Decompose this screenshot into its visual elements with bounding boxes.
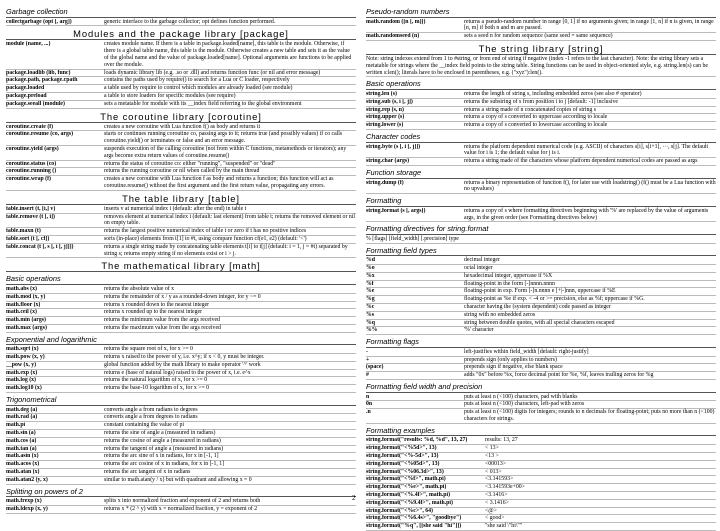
reference-row xyxy=(6,168,356,176)
row-term: coroutine.wrap (f) xyxy=(6,176,51,183)
left-column xyxy=(6,5,356,514)
math-exp-rows xyxy=(6,346,356,393)
row-description: creates a new coroutine with Lua function f as body and returns a function; this function will act as coroutine.resume() without the first argument and the first return value, propagating any errors. xyxy=(104,176,334,189)
row-term: string.char (args) xyxy=(366,158,410,165)
format-flags-heading: Formatting flags xyxy=(366,338,716,348)
row-term: string.rep (s, n) xyxy=(366,106,404,113)
function-storage-heading: Function storage xyxy=(366,169,716,179)
row-term: math.ldexp (x, y) xyxy=(6,506,48,513)
row-description: puts at least n (<100) digits for integers; rounds to n decimals for floating-point; puts no more than n (<100) characters for strings. xyxy=(464,409,715,423)
row-term: coroutine.running () xyxy=(6,168,57,175)
row-term: string.format("<%06.3d>", 13) xyxy=(366,468,444,475)
reference-row xyxy=(366,158,716,166)
row-description: creates module name. If there is a table in package.loaded[name], this table is the module. Otherwise, if there is a global table name, this table is the module. Otherwise creates a new table and sets it as the value of the global name and the value of package.loaded[name]. Optional arguments are functions to be applied over the module. xyxy=(104,41,352,68)
row-description: returns the remainder of x / y as a rounded-down integer, for y ~= 0 xyxy=(104,293,261,300)
reference-row xyxy=(6,286,356,294)
row-term: coroutine.resume (co, args) xyxy=(6,131,74,138)
row-description: returns the arc tangent of x in radians xyxy=(104,469,191,476)
row-term: string.format("results: %d, %d", 13, 27) xyxy=(366,437,468,444)
row-description: < 3.1416> xyxy=(485,499,509,506)
math-exp-heading: Exponential and logarithmic xyxy=(6,336,356,346)
row-term: math.sin (a) xyxy=(6,430,36,437)
row-description: returns x * (2 ^ y) with x = normalized fraction, y = exponent of 2 xyxy=(104,506,258,513)
row-term: %e xyxy=(366,288,375,295)
field-types-rows xyxy=(366,257,716,335)
row-description: "she said \"hi\"" xyxy=(485,523,523,530)
row-term: string.format("<%05d>", 13) xyxy=(366,460,440,467)
math-trig-heading: Trigonometrical xyxy=(6,396,356,406)
row-description: < 13> xyxy=(485,445,499,452)
row-term: string.format("<%e>", math.pi) xyxy=(366,484,447,491)
row-term: package.loadlib (lib, func) xyxy=(6,69,71,76)
row-term: (space) xyxy=(366,364,384,371)
row-description: returns x rounded up to the nearest integer xyxy=(104,309,203,316)
row-description: returns the sine of angle a (measured in radians) xyxy=(104,430,216,437)
reference-row xyxy=(366,492,716,500)
row-description: returns the length of string s, including embedded zeros (see also # operator) xyxy=(464,90,642,97)
row-term: math.mod (x, y) xyxy=(6,293,46,300)
row-term: string.format("<%c>", 64) xyxy=(366,507,433,514)
row-description: puts at least n (<100) characters, left-pad with zeros xyxy=(464,401,585,408)
row-term: math.abs (x) xyxy=(6,285,37,292)
row-description: returns a string made of n concatenated copies of string s xyxy=(464,106,596,113)
random-heading: Pseudo-random numbers xyxy=(366,8,716,18)
reference-row xyxy=(366,515,716,523)
row-description: floating-point as %e if exp. < -4 or >= precision, else as %f; uppercase if %G. xyxy=(464,296,645,303)
row-term: %c xyxy=(366,304,375,311)
row-description: returns the tangent of angle a (measured in radians) xyxy=(104,445,224,452)
reference-row xyxy=(366,114,716,122)
row-term: table.maxn (t) xyxy=(6,228,41,235)
row-term: string.format("<%f>", math.pi) xyxy=(366,476,446,483)
format-directives-line: % [flags] [field_width] [.precision] type xyxy=(366,236,716,244)
row-description: returns x rounded down to the nearest integer xyxy=(104,301,210,308)
math-library-heading: The mathematical library [math] xyxy=(6,260,356,272)
row-description: returns a copy of s converted to lowercase according to locale xyxy=(464,122,608,129)
row-description: returns the arc cosine of x in radians, for x in [-1, 1] xyxy=(104,461,225,468)
package-library-heading: Modules and the package library [package] xyxy=(6,28,356,40)
row-description: puts at least n (<100) characters, pad with blanks xyxy=(464,393,578,400)
right-column xyxy=(366,5,716,531)
reference-row xyxy=(366,327,716,335)
reference-row xyxy=(366,508,716,516)
row-term: string.sub (s, i [, j]) xyxy=(366,98,413,105)
row-description: floating-point in the form [-]nnnn.nnnn xyxy=(464,280,555,287)
reference-row xyxy=(6,228,356,236)
row-term: math.deg (a) xyxy=(6,406,38,413)
row-term: math.exp (x) xyxy=(6,369,38,376)
reference-row xyxy=(6,85,356,93)
reference-row xyxy=(366,144,716,159)
row-term: string.format("<%.4f>", math.pi) xyxy=(366,492,451,498)
row-description: returns a string made of the characters whose platform dependent numerical codes are passed as args xyxy=(464,158,698,165)
row-description: returns the natural logarithm of x, for x >= 0 xyxy=(104,377,208,384)
row-term: string.format("<%-5d>", 13) xyxy=(366,453,439,460)
row-description: returns the substring of s from position i to j [default: -1] inclusive xyxy=(464,98,618,105)
row-term: package.path, package.cpath xyxy=(6,77,78,84)
row-description: returns the maximum value from the args received xyxy=(104,324,221,331)
string-library-note: Note: string indexes extend from 1 to #string, or from end of string if negative (index -1 refers to the last character). Note: the string library sets a metatable for strings where the __index field points to the string table. String functions can be used in object-oriented style, e.g. string.len(s) can be written s:len(); literals have to be enclosed in parentheses, e.g. ("xyz"):len(). xyxy=(366,56,716,77)
reference-row xyxy=(6,346,356,354)
row-description: converts angle a from radians to degrees xyxy=(104,406,198,413)
format-directives-heading: Formatting directives for string.format xyxy=(366,225,716,235)
row-term: collectgarbage (opt [, arg]) xyxy=(6,18,72,25)
reference-row xyxy=(6,244,356,259)
row-term: math.log (x) xyxy=(6,377,36,384)
reference-row xyxy=(6,385,356,393)
row-term: string.format("<%9.4f>", math.pi) xyxy=(366,499,453,506)
row-description: <00013> xyxy=(485,460,507,467)
row-term: math.atan2 (y, x) xyxy=(6,476,48,483)
row-term: string.dump (f) xyxy=(366,179,404,186)
row-description: <3.1416> xyxy=(485,492,508,498)
row-description: prepends sign if negative, else blank space xyxy=(464,364,563,371)
string-basic-heading: Basic operations xyxy=(366,80,716,90)
row-term: math.min (args) xyxy=(6,317,46,324)
row-description: floating-point in exp. Form [-]n.nnnn e [+|-]nnn, uppercase if %E xyxy=(464,288,616,295)
row-description: returns a binary representation of function f(), for later use with loadstring() (f() must be a Lua function with no upvalues) xyxy=(464,179,716,193)
char-codes-rows xyxy=(366,144,716,166)
format-flags-rows xyxy=(366,349,716,380)
row-term: string.lower (s) xyxy=(366,122,404,129)
row-term: %% xyxy=(366,327,378,334)
row-term: n xyxy=(366,393,370,400)
reference-row xyxy=(366,304,716,312)
row-term: math.rad (a) xyxy=(6,414,38,421)
row-description: splits x into normalized fraction and exponent of 2 and returns both xyxy=(104,498,261,505)
reference-row xyxy=(366,99,716,107)
row-term: math.tan (a) xyxy=(6,445,37,452)
row-term: __pow (x, y) xyxy=(6,361,37,368)
reference-row xyxy=(366,500,716,508)
row-term: math.pow (x, y) xyxy=(6,354,45,361)
string-basic-rows xyxy=(366,91,716,130)
row-term: %q xyxy=(366,319,376,326)
row-description: adds "0x" before %x, force decimal point for %e, %f, leaves trailing zeros for %g xyxy=(464,372,654,379)
row-term: 0n xyxy=(366,401,373,408)
row-description: <3.141593e+00> xyxy=(485,484,525,491)
string-library-heading: The string library [string] xyxy=(366,43,716,55)
math-trig-rows xyxy=(6,407,356,485)
row-description: octal integer xyxy=(464,265,493,272)
row-term: %f xyxy=(366,280,374,287)
row-description: a table to store loaders for specific modules (see require) xyxy=(104,92,236,99)
row-description: returns x raised to the power of y, i.e. x^y; if x < 0, y must be integer. xyxy=(104,354,265,361)
row-description: returns a copy of s converted to uppercase according to locale xyxy=(464,114,608,121)
reference-row xyxy=(6,131,356,146)
row-term: package.loaded xyxy=(6,85,45,92)
page-number: 2 xyxy=(352,494,356,502)
coroutine-rows xyxy=(6,124,356,191)
row-term: table.insert (t, [i,] v) xyxy=(6,205,56,212)
reference-row xyxy=(6,506,356,514)
reference-row xyxy=(366,257,716,265)
reference-row xyxy=(6,498,356,506)
row-term: math.ceil (x) xyxy=(6,309,37,316)
row-term: math.atan (x) xyxy=(6,469,40,476)
gc-heading: Garbage collection xyxy=(6,8,356,18)
row-term: %d xyxy=(366,257,376,264)
row-description: suspends execution of the calling coroutine (not from within C functions, metamethods or iterators); any args become extra return values of coroutine.resume() xyxy=(104,145,347,159)
reference-row xyxy=(6,41,356,69)
row-description: converts angle a from degrees to radians xyxy=(104,414,198,421)
table-library-heading: The table library [table] xyxy=(6,193,356,205)
row-description: '%' character xyxy=(464,327,494,334)
row-description: returns the absolute value of x xyxy=(104,285,175,292)
row-term: math.random ([n [, m]]) xyxy=(366,18,426,25)
row-term: string.format (s [, args]) xyxy=(366,207,426,214)
reference-row xyxy=(366,349,716,357)
reference-row xyxy=(6,206,356,214)
row-description: <@> xyxy=(485,507,497,514)
reference-row xyxy=(366,445,716,453)
package-rows xyxy=(6,41,356,108)
reference-row xyxy=(6,309,356,317)
reference-row xyxy=(6,236,356,244)
row-term: math.floor (x) xyxy=(6,301,41,308)
field-width-heading: Formatting field width and precision xyxy=(366,383,716,393)
row-term: string.format("<%5d>", 13) xyxy=(366,445,437,452)
row-term: table.concat (t [, s [, i [, j]]]) xyxy=(6,243,74,250)
reference-row xyxy=(366,122,716,130)
row-description: returns the arc sine of x in radians, for x in [-1, 1] xyxy=(104,453,219,460)
row-term: coroutine.yield (args) xyxy=(6,145,59,152)
row-term: package.preload xyxy=(6,92,47,99)
field-types-heading: Formatting field types xyxy=(366,247,716,257)
reference-row xyxy=(6,101,356,109)
row-description: returns a copy of s where formatting directives beginning with '%' are replaced by the value of arguments args, in the given order (see Formatting directives below) xyxy=(464,207,709,221)
row-description: decimal integer xyxy=(464,257,500,264)
reference-row xyxy=(6,77,356,85)
reference-row xyxy=(6,354,356,362)
row-description: left-justifies within field_width [default: right-justify] xyxy=(464,348,589,355)
reference-row xyxy=(366,208,716,223)
row-term: %g xyxy=(366,296,375,303)
reference-row xyxy=(366,91,716,99)
row-term: math.randomseed (n) xyxy=(366,33,420,40)
row-term: package.seeall (module) xyxy=(6,100,65,107)
row-term: string.format("%q", [[she said "hi"]]) xyxy=(366,523,462,530)
reference-row xyxy=(366,437,716,445)
reference-row xyxy=(6,477,356,485)
row-term: math.sqrt (x) xyxy=(6,346,39,353)
row-term: math.cos (a) xyxy=(6,437,37,444)
row-description: results: 13, 27 xyxy=(485,437,518,444)
row-description: starts or continues running coroutine co, passing args to it; returns true (and possibly values) if co calls coroutine.yield() or terminates or false and an error message. xyxy=(104,131,343,145)
row-description: creates a new coroutine with Lua function f() as body and returns it xyxy=(104,123,261,130)
reference-row xyxy=(366,484,716,492)
row-description: a table used by require to control which modules are already loaded (see module) xyxy=(104,85,293,92)
row-term: math.pi xyxy=(6,422,26,429)
row-term: .n xyxy=(366,409,371,416)
reference-row xyxy=(366,523,716,531)
row-description: returns a pseudo-random number in range [0, 1] if no arguments given; in range [1, n] if n is given, in range [n, m] if both n and m are passed. xyxy=(464,18,714,32)
reference-row xyxy=(6,214,356,229)
table-rows xyxy=(6,206,356,259)
row-description: <3.141593> xyxy=(485,476,514,483)
char-codes-heading: Character codes xyxy=(366,133,716,143)
row-description: returns a single string made by concatenating table elements t[i] to t[j] (default: i = 1, j = #t) separated by string s; returns empty string if no elements exist or i > j. xyxy=(104,243,348,257)
math-split-heading: Splitting on powers of 2 xyxy=(6,488,356,498)
reference-row xyxy=(366,19,716,34)
row-description: global function added by the math library to make operator '^' work xyxy=(104,361,261,368)
row-description: string with no embedded zeros xyxy=(464,311,536,318)
row-description: returns e (base of natural logs) raised to the power of x, i.e. e^x xyxy=(104,369,251,376)
row-term: math.log10 (x) xyxy=(6,385,42,392)
row-description: similar to math.atan(y / x) but with quadrant and allowing x = 0 xyxy=(104,476,252,483)
row-description: < good> xyxy=(485,515,505,522)
format-examples-rows xyxy=(366,437,716,531)
gc-rows xyxy=(6,19,356,27)
row-description: sets a seed n for random sequence (same seed = same sequence) xyxy=(464,33,613,40)
row-description: loads dynamic library lib (e.g. .so or .dll) and returns function func (or nil and error message) xyxy=(104,69,321,76)
math-basic-heading: Basic operations xyxy=(6,275,356,285)
row-term: math.max (args) xyxy=(6,324,47,331)
reference-row xyxy=(6,161,356,169)
row-term: + xyxy=(366,356,370,363)
reference-row xyxy=(6,317,356,325)
row-description: sorts (in-place) elements from t[1] to #t, using compare function cf(e1, e2) (default: '<') xyxy=(104,235,307,242)
reference-row xyxy=(366,265,716,273)
row-term: string.upper (s) xyxy=(366,114,405,121)
row-description: sets a metatable for module with its __index field referring to the global environment xyxy=(104,100,302,107)
row-term: math.acos (x) xyxy=(6,461,40,468)
row-term: %o xyxy=(366,265,375,272)
row-description: removes element at numerical index i (default: last element) from table t; returns the removed element or nil on empty table. xyxy=(104,213,355,227)
row-description: returns the cosine of angle a (measured in radians) xyxy=(104,437,221,444)
row-term: %x xyxy=(366,272,375,279)
reference-row xyxy=(366,312,716,320)
row-description: <13 > xyxy=(485,453,499,460)
coroutine-library-heading: The coroutine library [coroutine] xyxy=(6,111,356,123)
random-rows xyxy=(366,19,716,41)
row-description: prepends sign (only applies to numbers) xyxy=(464,356,557,363)
field-width-rows xyxy=(366,394,716,424)
row-description: < 013> xyxy=(485,468,502,475)
formatting-rows xyxy=(366,208,716,223)
reference-row xyxy=(6,302,356,310)
row-term: table.remove (t [, i]) xyxy=(6,213,55,220)
reference-row xyxy=(6,146,356,161)
row-description: hexadecimal integer, uppercase if %X xyxy=(464,272,553,279)
format-examples-heading: Formatting examples xyxy=(366,427,716,437)
math-split-rows xyxy=(6,498,356,514)
row-term: coroutine.create (f) xyxy=(6,123,54,130)
row-description: character having the (system dependent) code passed as integer xyxy=(464,304,611,311)
row-term: module (name, ...) xyxy=(6,41,51,48)
function-storage-rows xyxy=(366,180,716,195)
reference-row xyxy=(6,422,356,430)
row-term: math.frexp (x) xyxy=(6,498,42,505)
reference-row xyxy=(366,461,716,469)
reference-row xyxy=(366,372,716,380)
reference-row xyxy=(6,430,356,438)
reference-row xyxy=(366,476,716,484)
reference-row xyxy=(366,296,716,304)
reference-row xyxy=(366,273,716,281)
reference-row xyxy=(6,469,356,477)
row-term: string.format("<%6.4s>", "goodbye") xyxy=(366,515,462,522)
row-description: returns the largest positive numerical index of table t or zero if t has no positive indices xyxy=(104,228,307,235)
reference-row xyxy=(6,362,356,370)
reference-row xyxy=(6,438,356,446)
reference-row xyxy=(366,320,716,328)
row-term: table.sort (t [, cf]) xyxy=(6,235,50,242)
reference-row xyxy=(366,409,716,424)
row-description: returns the minimum value from the args received xyxy=(104,317,220,324)
row-term: - xyxy=(366,348,368,355)
row-term: string.len (s) xyxy=(366,90,397,97)
row-description: inserts v at numerical index i (default: after the end) in table t xyxy=(104,205,247,212)
row-term: math.asin (x) xyxy=(6,453,39,460)
reference-row xyxy=(6,325,356,333)
row-description: returns the base-10 logarithm of x, for x >= 0 xyxy=(104,385,210,392)
reference-row xyxy=(366,33,716,41)
reference-row xyxy=(366,180,716,195)
reference-row xyxy=(366,469,716,477)
math-basic-rows xyxy=(6,286,356,333)
row-description: returns the status of coroutine co: either "running", "suspended" or "dead" xyxy=(104,160,276,167)
row-description: contains the paths used by require() to search for a Lua or C loader, respectively xyxy=(104,77,290,84)
reference-row xyxy=(6,294,356,302)
reference-row xyxy=(6,19,356,27)
row-description: returns the running coroutine or nil when called by the main thread xyxy=(104,168,260,175)
reference-row xyxy=(6,176,356,191)
row-description: returns the square root of x, for x >= 0 xyxy=(104,346,193,353)
formatting-heading: Formatting xyxy=(366,197,716,207)
row-term: # xyxy=(366,372,369,379)
reference-row xyxy=(6,461,356,469)
row-term: string.byte (s [, i [, j]]) xyxy=(366,143,421,150)
row-description: returns the platform dependent numerical code (e.g. ASCII) of characters s[i], s[i+1], ···, s[j]. The default value for i is 1; the default value for j is i. xyxy=(464,143,709,157)
row-term: %s xyxy=(366,311,375,318)
row-term: coroutine.status (co) xyxy=(6,160,57,167)
reference-row xyxy=(366,453,716,461)
row-description: constant containing the value of pi xyxy=(104,422,185,429)
row-description: generic interface to the garbage collector; opt defines function performed. xyxy=(104,18,276,25)
reference-row xyxy=(6,93,356,101)
row-description: string between double quotes, with all special characters escaped xyxy=(464,319,615,326)
